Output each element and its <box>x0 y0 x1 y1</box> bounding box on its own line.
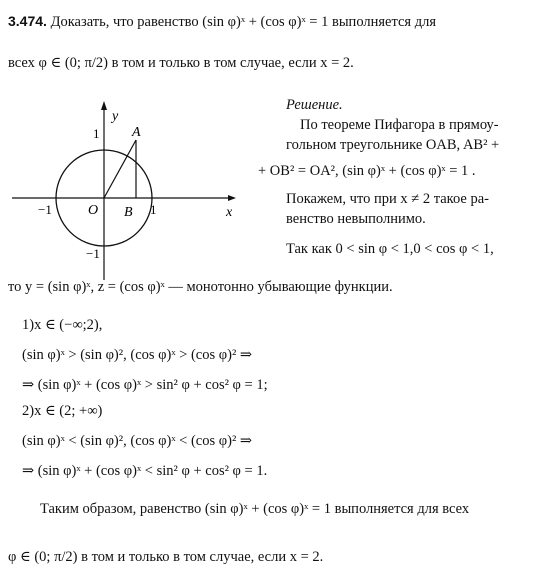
problem-statement-line-2: всех φ ∈ (0; π/2) в том и только в том случае, если x = 2. <box>8 55 354 71</box>
conclusion-line-2: φ ∈ (0; π/2) в том и только в том случае, если x = 2. <box>8 549 324 565</box>
statement-text-1: Доказать, что равенство (sin φ)ˣ + (cos φ)ˣ = 1 выполняется для <box>50 14 437 30</box>
problem-number: 3.474. <box>8 13 47 29</box>
y-axis-label: y <box>112 109 119 124</box>
case2-line-1: 2)x ∈ (2; +∞) <box>22 403 103 419</box>
case2-line-3: ⇒ (sin φ)ˣ + (cos φ)ˣ < sin² φ + cos² φ = 1. <box>22 463 268 479</box>
problem-statement-line-1 <box>8 12 436 31</box>
conclusion-line-1: Таким образом, равенство (sin φ)ˣ + (cos φ)ˣ = 1 выполняется для всех <box>40 501 470 517</box>
solution-line-3: + OB² = OA², (sin φ)ˣ + (cos φ)ˣ = 1 . <box>258 163 476 179</box>
solution-line-7: то y = (sin φ)ˣ, z = (cos φ)ˣ — монотонно убывающие функции. <box>8 279 393 295</box>
tick-label-1-y: 1 <box>93 126 100 141</box>
tick-label-neg1-x: −1 <box>38 202 52 217</box>
x-axis-label: x <box>226 205 233 220</box>
y-axis-arrow <box>101 101 107 110</box>
tick-label-1-x: 1 <box>150 202 157 217</box>
solution-line-5: венство невыполнимо. <box>286 211 426 227</box>
case1-line-2: (sin φ)ˣ > (sin φ)², (cos φ)ˣ > (cos φ)² ⇒ <box>22 347 253 363</box>
tick-label-neg1-y: −1 <box>86 246 100 261</box>
solution-heading: Решение. <box>286 97 343 113</box>
x-axis-arrow <box>228 195 236 201</box>
unit-circle-figure <box>0 98 240 288</box>
case2-line-2: (sin φ)ˣ < (sin φ)², (cos φ)ˣ < (cos φ)² ⇒ <box>22 433 253 449</box>
origin-label: O <box>88 203 99 218</box>
solution-line-2: гольном треугольнике OAB, AB² + <box>286 137 500 153</box>
solution-line-4: Покажем, что при x ≠ 2 такое ра- <box>286 191 489 207</box>
solution-line-1: По теореме Пифагора в прямоу- <box>300 117 499 133</box>
case1-line-1: 1)x ∈ (−∞;2), <box>22 317 103 333</box>
solution-line-6: Так как 0 < sin φ < 1,0 < cos φ < 1, <box>286 241 494 257</box>
point-a-label: A <box>132 125 141 140</box>
segment-oa <box>104 140 136 198</box>
case1-line-3: ⇒ (sin φ)ˣ + (cos φ)ˣ > sin² φ + cos² φ = 1; <box>22 377 268 393</box>
point-b-label: B <box>124 205 133 220</box>
